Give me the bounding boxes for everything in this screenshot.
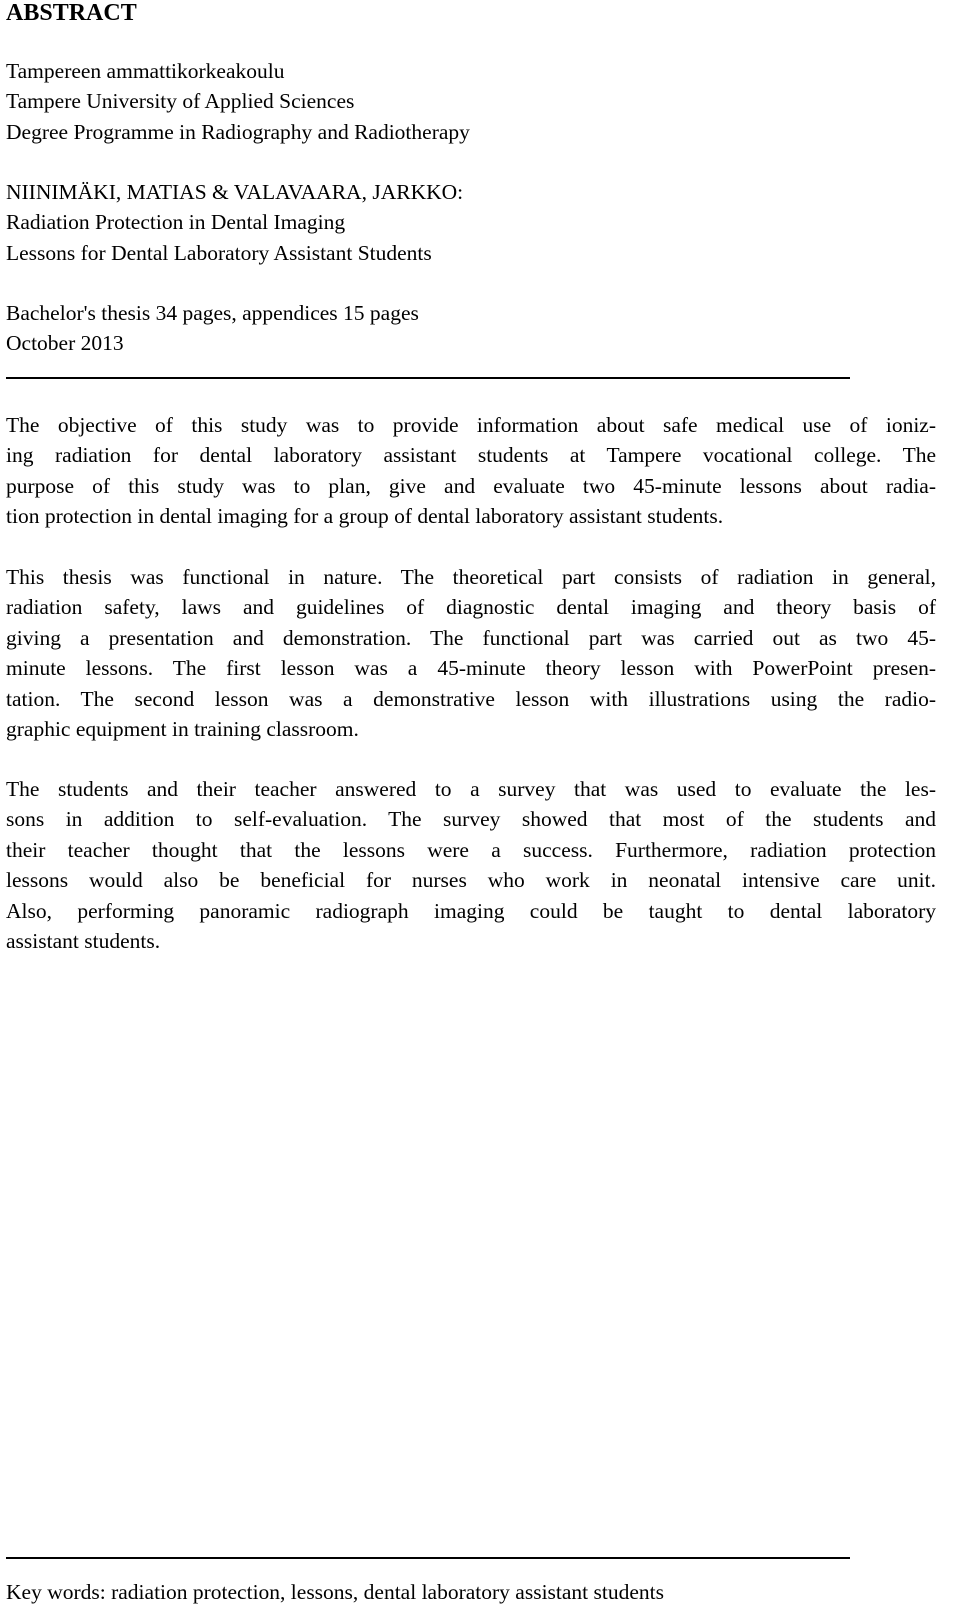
- paragraph-line: minute lessons. The first lesson was a 45-minute theory lesson with PowerPoint presen-: [6, 656, 936, 681]
- thesis-date: October 2013: [6, 331, 124, 356]
- thesis-pages: Bachelor's thesis 34 pages, appendices 15 pages: [6, 301, 419, 325]
- paragraph-line: giving a presentation and demonstration. The functional part was carried out as two 45-: [6, 625, 936, 650]
- abstract-paragraph-2: [6, 562, 936, 744]
- paragraph-line: The objective of this study was to provide information about safe medical use of ioniz-: [6, 413, 936, 437]
- paragraph-line: The students and their teacher answered to a survey that was used to evaluate the les-: [6, 777, 936, 801]
- paragraph-line: lessons would also be beneficial for nurses who work in neonatal intensive care unit.: [6, 868, 936, 893]
- paragraph-line: graphic equipment in training classroom.: [6, 717, 359, 742]
- institution-block: [6, 56, 936, 147]
- paragraph-line: purpose of this study was to plan, give and evaluate two 45-minute lessons about radia-: [6, 473, 936, 498]
- paragraph-line: tation. The second lesson was a demonstrative lesson with illustrations using the radio-: [6, 686, 936, 711]
- authors-title-block: [6, 177, 936, 268]
- paragraph-line: Also, performing panoramic radiograph imaging could be taught to dental laboratory: [6, 898, 936, 923]
- separator-rule-bottom: [6, 1557, 850, 1559]
- thesis-subtitle: Lessons for Dental Laboratory Assistant Students: [6, 240, 432, 265]
- thesis-info-block: [6, 298, 936, 359]
- abstract-paragraph-1: [6, 410, 936, 532]
- abstract-heading: ABSTRACT: [6, 0, 137, 26]
- paragraph-line: assistant students.: [6, 929, 161, 954]
- keywords-line: Key words: radiation protection, lessons, dental laboratory assistant students: [6, 1580, 665, 1604]
- paragraph-line: tion protection in dental imaging for a group of dental laboratory assistant students.: [6, 504, 724, 529]
- paragraph-line: ing radiation for dental laboratory assistant students at Tampere vocational college. The: [6, 443, 936, 468]
- paragraph-line: This thesis was functional in nature. The theoretical part consists of radiation in general,: [6, 565, 936, 589]
- paragraph-line: sons in addition to self-evaluation. The survey showed that most of the students and: [6, 807, 936, 832]
- degree-programme: Degree Programme in Radiography and Radiotherapy: [6, 119, 470, 144]
- paragraph-line: their teacher thought that the lessons were a success. Furthermore, radiation protection: [6, 837, 936, 862]
- institution-finnish-name: Tampereen ammattikorkeakoulu: [6, 59, 285, 83]
- abstract-paragraph-3: [6, 774, 936, 956]
- authors: NIINIMÄKI, MATIAS & VALAVAARA, JARKKO:: [6, 180, 464, 204]
- institution-english-name: Tampere University of Applied Sciences: [6, 89, 355, 114]
- separator-rule-top: [6, 377, 850, 379]
- paragraph-line: radiation safety, laws and guidelines of diagnostic dental imaging and theory basis of: [6, 595, 936, 620]
- thesis-title: Radiation Protection in Dental Imaging: [6, 210, 346, 235]
